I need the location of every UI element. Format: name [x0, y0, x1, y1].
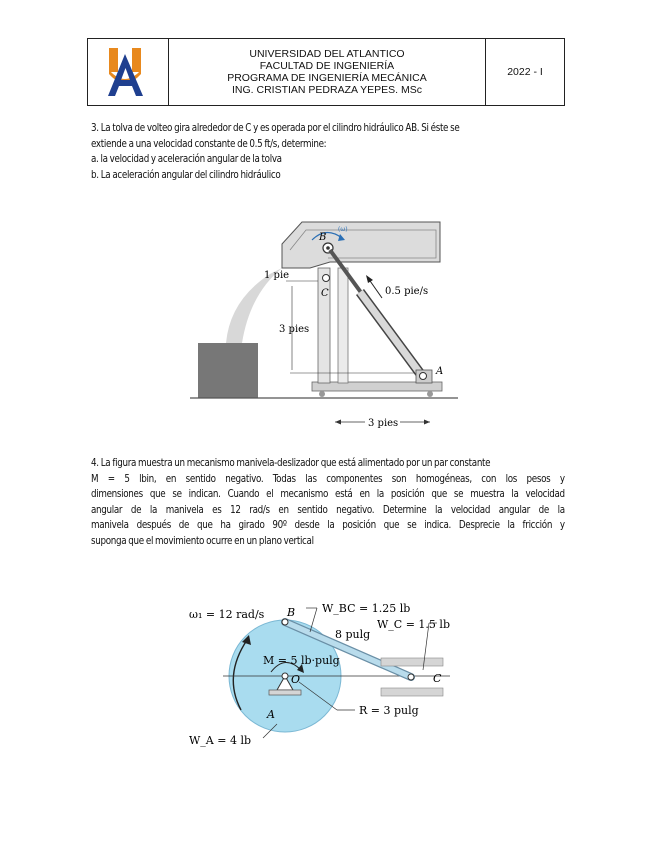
problem-4-line: dimensiones que se indican. Cuando el mecanismo está en la posición que se muestra la velocidad — [91, 488, 565, 501]
pin-c — [408, 674, 414, 680]
label-b: B — [287, 606, 296, 619]
label-wc: W_C = 1.5 lb — [377, 618, 450, 631]
pin-o — [282, 673, 288, 679]
hopper-body — [282, 222, 440, 268]
slider-guide-bottom — [381, 688, 443, 696]
pin-b — [282, 619, 288, 625]
label-omega: (ω) — [338, 226, 348, 233]
base-foot — [319, 391, 325, 397]
problem-3-line: 3. La tolva de volteo gira alrededor de C y es operada por el cilindro hidráulico AB. Si éste se — [91, 122, 460, 134]
frame-column — [318, 268, 330, 383]
label-c: C — [321, 288, 329, 299]
support-base — [269, 690, 301, 695]
problem-4-statement — [91, 456, 565, 550]
ua-logo-icon — [103, 44, 153, 100]
velocity-arrowhead — [366, 275, 373, 283]
instructor-name: ING. CRISTIAN PEDRAZA YEPES. MSc — [231, 84, 422, 96]
label-c: C — [433, 672, 442, 685]
problem-4-line: 4. La figura muestra un mecanismo manivela-deslizador que está alimentado por un par constante — [91, 457, 491, 469]
label-b: B — [319, 232, 327, 243]
label-a: A — [436, 366, 444, 377]
slider-guide-top — [381, 658, 443, 666]
label-speed: 0.5 pie/s — [385, 286, 429, 297]
academic-term: 2022 - I — [507, 66, 543, 78]
dim-arrowhead — [335, 420, 341, 425]
problem-4-line: manivela después de que ha girado 90º desde la posición que se indica. Desprecie la fricción y — [91, 519, 565, 532]
label-length: 8 pulg — [335, 628, 371, 641]
label-3ft-horizontal: 3 pies — [368, 418, 399, 429]
label-1ft: 1 pie — [264, 270, 290, 281]
label-moment: M = 5 lb·pulg — [263, 654, 340, 667]
program-name: PROGRAMA DE INGENIERÍA MECÁNICA — [227, 72, 427, 84]
faculty-name: FACULTAD DE INGENIERÍA — [259, 60, 395, 72]
problem-4-line: suponga que el movimiento ocurre en un plano vertical — [91, 534, 314, 547]
dim-arrowhead — [424, 420, 430, 425]
pin-a — [420, 373, 427, 380]
label-r: R = 3 pulg — [359, 704, 419, 717]
label-a: A — [267, 708, 275, 721]
label-wbc: W_BC = 1.25 lb — [322, 602, 411, 615]
cylinder-barrel-fill — [360, 292, 422, 376]
problem-4-line: M = 5 lbin, en sentido negativo. Todas las componentes son homogéneas, con los pesos y — [91, 472, 565, 485]
hopper-figure — [190, 210, 460, 435]
problem-3-statement — [91, 121, 565, 183]
label-wa: W_A = 4 lb — [189, 734, 252, 747]
problem-3-line: b. La aceleración angular del cilindro hidráulico — [91, 168, 281, 181]
header-institution — [169, 39, 486, 105]
label-omega: ω₁ = 12 rad/s — [189, 608, 265, 621]
problem-3-line: a. la velocidad y aceleración angular de la tolva — [91, 153, 282, 166]
university-logo — [88, 39, 169, 105]
document-header — [87, 38, 565, 106]
label-3ft-vertical: 3 pies — [279, 324, 310, 335]
crank-slider-figure — [185, 598, 460, 768]
pin-b-center — [326, 246, 330, 250]
frame-column — [338, 268, 348, 383]
pivot-c — [323, 275, 330, 282]
material-pile — [198, 343, 258, 398]
base-foot — [427, 391, 433, 397]
problem-3-line: extiende a una velocidad constante de 0.5 ft/s, determine: — [91, 137, 327, 150]
university-name: UNIVERSIDAD DEL ATLANTICO — [249, 48, 405, 60]
label-o: O — [291, 673, 301, 686]
problem-4-line: angular de la manivela es 12 rad/s en sentido negativo. Determine la velocidad angular de la — [91, 503, 565, 516]
